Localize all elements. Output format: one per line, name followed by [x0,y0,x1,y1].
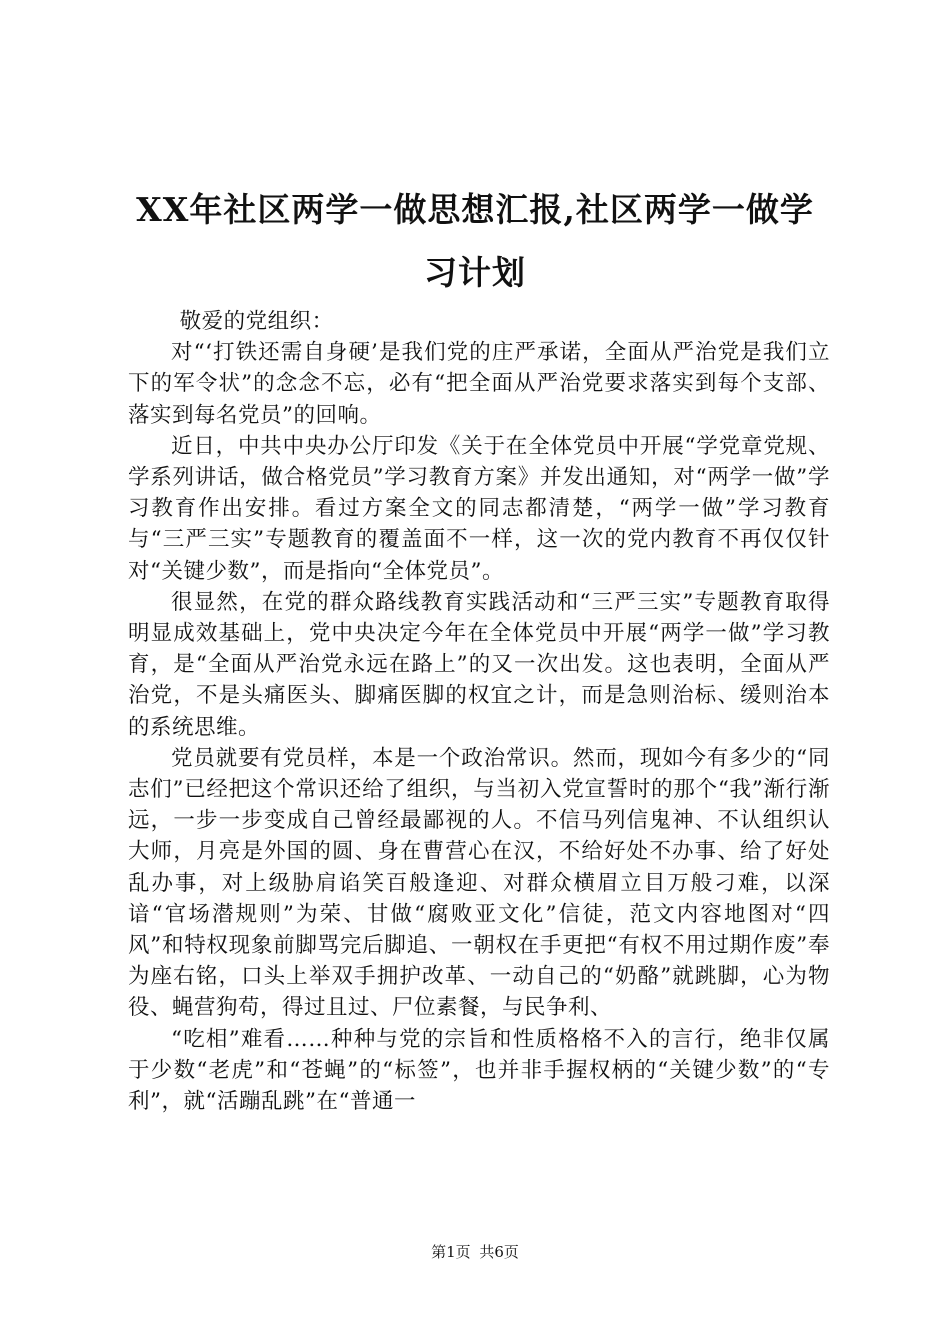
paragraph: “吃相”难看……种种与党的宗旨和性质格格不入的言行，绝非仅属于少数“老虎”和“苍蝇”的“标签”，也并非手握权柄的“关键少数”的“专利”，就“活蹦乱跳”在“普通一 [128,1026,830,1115]
page-footer [0,1241,950,1262]
page-total: 共6页 [479,1243,519,1261]
paragraph: 近日，中共中央办公厅印发《关于在全体党员中开展“学党章党规、学系列讲话，做合格党员”学习教育方案》并发出通知，对“两学一做”学习教育作出安排。看过方案全文的同志都清楚，“两学一做”学习教育与“三严三实”专题教育的覆盖面不一样，这一次的党内教育不再仅仅针对“关键少数”，而是指向“全体党员”。 [128,433,830,584]
paragraph: 对“‘打铁还需自身硬’是我们党的庄严承诺，全面从严治党是我们立下的军令状”的念念不忘，必有“把全面从严治党要求落实到每个支部、落实到每名党员”的回响。 [128,340,830,428]
document-body [128,306,830,1117]
page-number: 第1页 [431,1243,471,1261]
greeting: 敬爱的党组织： [179,309,334,334]
document-title [120,178,830,304]
paragraph: 很显然，在党的群众路线教育实践活动和“三严三实”专题教育取得明显成效基础上，党中央决定今年在全体党员中开展“两学一做”学习教育，是“全面从严治党永远在路上”的又一次出发。这也表明，全面从严治党，不是头痛医头、脚痛医脚的权宜之计，而是急则治标、缓则治本的系统思维。 [128,589,830,740]
document-title-line-1: XX年社区两学一做思想汇报,社区两学一做学 [136,190,814,229]
document-title-line-2: 习计划 [424,253,526,292]
paragraph: 党员就要有党员样，本是一个政治常识。然而，现如今有多少的“同志们”已经把这个常识还给了组织，与当初入党宣誓时的那个“我”渐行渐远，一步一步变成自己曾经最鄙视的人。不信马列信鬼神、不认组织认大师，月亮是外国的圆、身在曹营心在汉，不给好处不办事、给了好处乱办事，对上级胁肩谄笑百般逢迎、对群众横眉立目万般刁难，以深谙“官场潜规则”为荣、甘做“腐败亚文化”信徒，范文内容地图对“四风”和特权现象前脚骂完后脚追、一朝权在手更把“有权不用过期作废”奉为座右铭，口头上举双手拥护改革、一动自己的“奶酪”就跳脚，心为物役、蝇营狗苟，得过且过、尸位素餐，与民争利、 [128,745,830,1021]
